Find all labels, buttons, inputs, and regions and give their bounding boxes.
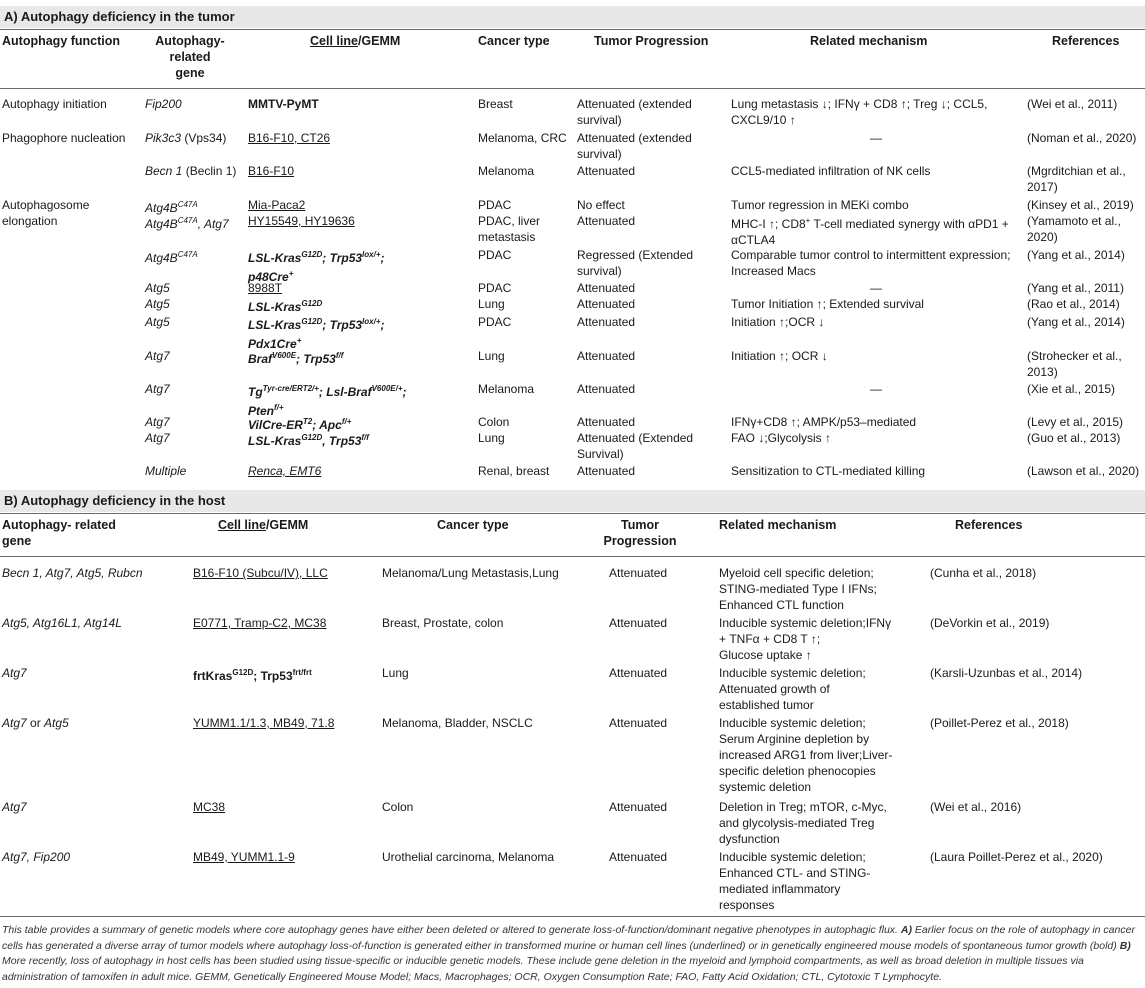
- cell-reference: (Yang et al., 2014): [1027, 248, 1125, 262]
- cell-cancer-type: Melanoma/Lung Metastasis,Lung: [382, 566, 559, 580]
- cell-model: MB49, YUMM1.1-9: [193, 850, 295, 864]
- cell-model: VilCre-$ER^{T2}$; Apc$^{f/+}$: [248, 417, 352, 432]
- cell-reference: (Cunha et al., 2018): [930, 566, 1037, 580]
- header-cancer-type: Cancer type: [478, 34, 550, 48]
- cell-progression: Attenuated: [577, 349, 636, 363]
- cell-model: LSL-Kras$^{G12D}$; $Trp53^{lox/+}$; p48Cre+: [248, 250, 385, 284]
- section-a-title: A) Autophagy deficiency in the tumor: [0, 6, 1145, 28]
- header-cell-line-gemm: [218, 517, 308, 533]
- cell-mechanism: Lung metastasis ↓; IFNγ + CD8 ↑; Treg ↓; CCL5, CXCL9/10 ↑: [731, 97, 988, 127]
- section-b-header-top-rule: [0, 513, 1145, 514]
- cell-progression: Regressed (Extended survival): [577, 248, 694, 278]
- cell-gene: Atg7: [145, 349, 170, 363]
- cell-progression: No effect: [577, 198, 625, 212]
- cell-progression: Attenuated: [609, 800, 668, 814]
- cell-cancer-type: Colon: [478, 415, 510, 429]
- cell-progression: Attenuated: [577, 315, 636, 329]
- cell-cancer-type: PDAC, liver metastasis: [478, 214, 541, 244]
- cell-cancer-type: Melanoma: [478, 382, 535, 396]
- cell-model: frtKras$^{G12D}$; $Trp53^{frt/frt}$: [193, 668, 312, 683]
- cell-gene: Pik3c3 (Vps34): [145, 131, 227, 145]
- cell-progression: Attenuated: [577, 164, 636, 178]
- cell-cancer-type: Melanoma: [478, 164, 535, 178]
- cell-mechanism: Initiation ↑;OCR ↓: [731, 315, 825, 329]
- cell-mechanism: Inducible systemic deletion;IFNγ + TNFα + CD8 T ↑; Glucose uptake ↑: [719, 616, 892, 662]
- table-bottom-rule: [0, 916, 1145, 917]
- cell-model: $Tg^{Tyr-cre/ERT2/+}$; Lsl-Braf$^{V600E/+}$; Pten$^{f/+}$: [248, 384, 407, 418]
- cell-mechanism: —: [870, 281, 882, 295]
- cell-progression: Attenuated: [609, 666, 668, 680]
- cell-cancer-type: Breast, Prostate, colon: [382, 616, 504, 630]
- cell-gene: Fip200: [145, 97, 182, 111]
- header-tumor-progression: Tumor Progression: [594, 34, 709, 48]
- cell-mechanism: Sensitization to CTL-mediated killing: [731, 464, 926, 478]
- cell-reference: (Guo et al., 2013): [1027, 431, 1121, 445]
- cell-mechanism: —: [870, 382, 882, 396]
- cell-progression: Attenuated: [577, 281, 636, 295]
- cell-model: LSL-Kras$^{G12D}$: [248, 299, 323, 314]
- header-autophagy-gene: Autophagy- related gene: [155, 34, 225, 80]
- cell-gene: Atg7: [145, 431, 170, 445]
- cell-function: Phagophore nucleation: [2, 131, 126, 145]
- cell-model: 8988T: [248, 281, 283, 295]
- cell-function: Autophagosome elongation: [2, 198, 90, 228]
- cell-gene: Multiple: [145, 464, 187, 478]
- cell-reference: (Kinsey et al., 2019): [1027, 198, 1134, 212]
- cell-reference: (Yamamoto et al., 2020): [1027, 214, 1121, 244]
- cell-cancer-type: PDAC: [478, 315, 512, 329]
- cell-mechanism: CCL5-mediated infiltration of NK cells: [731, 164, 931, 178]
- cell-reference: (Poillet-Perez et al., 2018): [930, 716, 1069, 730]
- cell-mechanism: MHC-I ↑; CD8+ T-cell mediated synergy with αPD1 + αCTLA4: [731, 216, 1009, 247]
- cell-mechanism: Tumor regression in MEKi combo: [731, 198, 909, 212]
- cell-gene: $Atg4B^{C47A}$: [145, 250, 198, 265]
- cell-mechanism: Inducible systemic deletion; Serum Arginine depletion by increased ARG1 from liver;Liver- specific deletion phenocopies systemic deletion: [719, 716, 893, 794]
- cell-mechanism: Tumor Initiation ↑; Extended survival: [731, 297, 924, 311]
- cell-progression: Attenuated: [609, 850, 668, 864]
- section-b-header-bottom-rule: [0, 556, 1145, 557]
- section-b-title: B) Autophagy deficiency in the host: [0, 490, 1145, 512]
- header-related-mechanism: Related mechanism: [810, 34, 928, 48]
- cell-gene: Atg7, Fip200: [2, 850, 71, 864]
- table-footnote: This table provides a summary of genetic models where core autophagy genes have either been deleted or altered to generate loss-of-function/dominant negative phenotypes in autophagic flux. A) Earlier focus on the role of autophagy in cancer cells has generated a diverse array of tumor models where autophagy loss-of-function is generated either in transformed murine or human cell lines (underlined) or in genetically engineered mouse models of spontaneous tumor growth (bold) B) More recently, loss of autophagy in host cells has been studied using tissue-specific or inducible genetic models. These include gene deletion in the myeloid and lymphoid compartments, as well as broad deletion in multiple tissues via administration of tamoxifen in adult mice. GEMM, Genetically Engineered Mouse Model; Macs, Macrophages; OCR, Oxygen Consumption Rate; FAO, Fatty Acid Oxidation; CTL, Cytotoxic T Lymphocyte.: [2, 924, 1135, 983]
- cell-model: B16-F10, CT26: [248, 131, 331, 145]
- cell-cancer-type: Breast: [478, 97, 513, 111]
- section-a-header-top-rule: [0, 29, 1145, 30]
- header-cell-line-gemm: [310, 33, 400, 49]
- header-cancer-type: Cancer type: [437, 518, 509, 532]
- cell-progression: Attenuated: [577, 214, 636, 228]
- cell-reference: (Wei et al., 2011): [1027, 97, 1118, 111]
- cell-gene: Atg7: [145, 382, 170, 396]
- cell-gene: Atg7 or Atg5: [2, 716, 69, 730]
- cell-gene: $Atg4B^{C47A}$: [145, 200, 198, 215]
- header-cell-line: Cell line: [310, 34, 358, 48]
- cell-mechanism: —: [870, 131, 882, 145]
- cell-progression: Attenuated: [577, 297, 636, 311]
- header-references: References: [1052, 34, 1120, 48]
- cell-mechanism: Initiation ↑; OCR ↓: [731, 349, 828, 363]
- cell-cancer-type: Melanoma, CRC: [478, 131, 567, 145]
- cell-model: E0771, Tramp-C2, MC38: [193, 616, 327, 630]
- cell-gene: Becn 1 (Beclin 1): [145, 164, 237, 178]
- cell-mechanism: Comparable tumor control to intermittent expression; Increased Macs: [731, 248, 1011, 278]
- cell-model: LSL-Kras$^{G12D}$; $Trp53^{lox/+}$; Pdx1Cre+: [248, 317, 385, 351]
- cell-gene: Atg5, Atg16L1, Atg14L: [2, 616, 122, 630]
- cell-model: B16-F10: [248, 164, 295, 178]
- cell-progression: Attenuated: [577, 415, 636, 429]
- cell-progression: Attenuated: [577, 464, 636, 478]
- cell-model: LSL-Kras$^{G12D}$, $Trp53^{f/f}$: [248, 433, 369, 448]
- cell-mechanism: Myeloid cell specific deletion; STING-mediated Type I IFNs; Enhanced CTL function: [719, 566, 877, 612]
- cell-mechanism: FAO ↓;Glycolysis ↑: [731, 431, 832, 445]
- cell-reference: (Strohecker et al., 2013): [1027, 349, 1122, 379]
- cell-model: YUMM1.1/1.3, MB49, 71.8: [193, 716, 335, 730]
- header-related-mechanism: Related mechanism: [719, 518, 837, 532]
- header-autophagy-function: Autophagy function: [2, 34, 121, 48]
- cell-model: Mia-Paca2: [248, 198, 306, 212]
- cell-cancer-type: Lung: [478, 297, 505, 311]
- cell-progression: Attenuated: [609, 566, 668, 580]
- cell-reference: (Lawson et al., 2020): [1027, 464, 1140, 478]
- cell-model: Renca, EMT6: [248, 464, 322, 478]
- cell-reference: (Rao et al., 2014): [1027, 297, 1120, 311]
- cell-reference: (Noman et al., 2020): [1027, 131, 1137, 145]
- cell-mechanism: Deletion in Treg; mTOR, c-Myc, and glycolysis-mediated Treg dysfunction: [719, 800, 887, 846]
- cell-reference: (Mgrditchian et al., 2017): [1027, 164, 1126, 194]
- cell-gene: Atg5: [145, 297, 170, 311]
- header-references: References: [955, 518, 1023, 532]
- cell-gene: Atg5: [145, 315, 170, 329]
- cell-cancer-type: PDAC: [478, 248, 512, 262]
- cell-gene: Atg5: [145, 281, 170, 295]
- section-a-header-bottom-rule: [0, 88, 1145, 89]
- cell-gene: Atg7: [2, 666, 27, 680]
- cell-cancer-type: Urothelial carcinoma, Melanoma: [382, 850, 555, 864]
- cell-progression: Attenuated (extended survival): [577, 97, 692, 127]
- cell-cancer-type: Lung: [478, 431, 505, 445]
- cell-reference: (Laura Poillet-Perez et al., 2020): [930, 850, 1103, 864]
- cell-gene: Atg7: [145, 415, 170, 429]
- cell-progression: Attenuated (Extended Survival): [577, 431, 694, 461]
- cell-cancer-type: Melanoma, Bladder, NSCLC: [382, 716, 533, 730]
- cell-cancer-type: Colon: [382, 800, 414, 814]
- cell-progression: Attenuated: [609, 716, 668, 730]
- cell-mechanism: Inducible systemic deletion; Enhanced CTL- and STING- mediated inflammatory responses: [719, 850, 871, 912]
- cell-reference: (DeVorkin et al., 2019): [930, 616, 1050, 630]
- header-gemm: /GEMM: [265, 518, 309, 532]
- cell-reference: (Levy et al., 2015): [1027, 415, 1124, 429]
- cell-mechanism: Inducible systemic deletion; Attenuated growth of established tumor: [719, 666, 866, 712]
- cell-progression: Attenuated (extended survival): [577, 131, 692, 161]
- cell-model: MC38: [193, 800, 226, 814]
- cell-reference: (Yang et al., 2011): [1027, 281, 1124, 295]
- cell-progression: Attenuated: [577, 382, 636, 396]
- cell-gene: $Atg4B^{C47A}$, Atg7: [145, 216, 229, 231]
- header-gemm: /GEMM: [357, 34, 401, 48]
- cell-cancer-type: PDAC: [478, 281, 512, 295]
- cell-gene: Becn 1, Atg7, Atg5, Rubcn: [2, 566, 143, 580]
- cell-mechanism: IFNγ+CD8 ↑; AMPK/p53–mediated: [731, 415, 917, 429]
- cell-function: Autophagy initiation: [2, 97, 107, 111]
- cell-cancer-type: Renal, breast: [478, 464, 550, 478]
- cell-cancer-type: Lung: [478, 349, 505, 363]
- cell-reference: (Karsli-Uzunbas et al., 2014): [930, 666, 1083, 680]
- header-tumor-progression: Tumor Progression: [603, 518, 677, 548]
- cell-model: B16-F10 (Subcu/IV), LLC: [193, 566, 328, 580]
- cell-model: Braf$^{V600E}$; $Trp53^{f/f}$: [248, 351, 344, 366]
- cell-reference: (Xie et al., 2015): [1027, 382, 1116, 396]
- cell-gene: Atg7: [2, 800, 27, 814]
- cell-progression: Attenuated: [609, 616, 668, 630]
- header-cell-line: Cell line: [218, 518, 266, 532]
- header-autophagy-gene: Autophagy- related gene: [2, 518, 116, 548]
- cell-model: HY15549, HY19636: [248, 214, 355, 228]
- cell-reference: (Wei et al., 2016): [930, 800, 1022, 814]
- cell-reference: (Yang et al., 2014): [1027, 315, 1125, 329]
- cell-cancer-type: Lung: [382, 666, 409, 680]
- cell-cancer-type: PDAC: [478, 198, 512, 212]
- cell-model: MMTV-PyMT: [248, 97, 319, 111]
